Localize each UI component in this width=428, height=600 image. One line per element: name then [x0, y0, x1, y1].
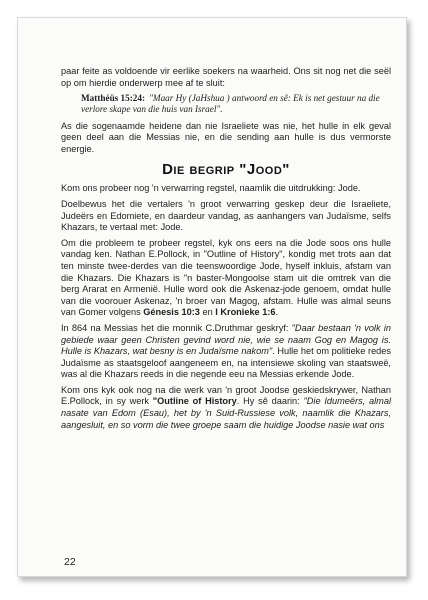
scripture-quote	[81, 93, 391, 115]
chronicles-reference: I Kronieke 1:6	[215, 307, 276, 318]
intro-text: paar feite as voldoende vir eerlike soekers na waarheid. Ons sit nog net die seël op om hierdie onderwerp mee af te sluit:	[61, 66, 391, 88]
book-title: "Outline of History	[152, 396, 237, 407]
page-number: 22	[64, 556, 76, 568]
translators-paragraph	[61, 199, 391, 234]
historian-connector: . Hy sê daarin:	[236, 396, 304, 407]
problem-end: .	[275, 307, 279, 318]
heathen-text: As die sogenaamde heidene dan nie Israeliete was nie, het hulle in elk geval geen deel aan die Messias nie, en die sending aan hulle is dus vermorste energie.	[61, 120, 391, 154]
quote-reference: Matthéüs 15:24:	[81, 93, 146, 104]
year-864-intro: In 864 na Messias het die monnik C.Druthmar geskryf:	[61, 322, 292, 333]
book-page	[17, 17, 407, 577]
problem-text: Om die probleem te probeer regstel, kyk ons eers na die Jode soos ons hulle vandag ken. Nathan E.Pollock, in "Outline of History", kondig met trots aan dat ten minste twee-derdes van die teenswoordige Jode, hyself inkluis, afstam van die Khazars. Die Khazars is "n baster-Mongoolse stam uit die omtrek van die berg Ararat en Armenië. Hulle word ook die Askenaz-jode genoem, omdat hulle van die voorouer Askenaz, 'n broer van Magog, afstam. Hulle was almal seuns van Gomer volgens	[61, 237, 391, 318]
correction-paragraph	[61, 183, 391, 195]
page-body	[61, 66, 391, 431]
section-heading: Die begrip "Jood"	[162, 161, 290, 179]
problem-paragraph	[61, 238, 391, 319]
historian-paragraph	[61, 385, 391, 431]
quote-text: "Maar Hy (JaHshua ) antwoord en sê: Ek is net gestuur na die verlore skape van die huis van Israel".	[81, 93, 380, 115]
pollock-quote: "Die Idumeërs, almal nasate van Edom (Esau), het by 'n Suid-Russiese volk, naamlik die Khazars, aangesluit, en so vorm die twee groepe saam die huidige Joodse nasie wat ons	[61, 396, 391, 430]
intro-paragraph	[61, 66, 391, 89]
year-864-paragraph	[61, 323, 391, 381]
historian-intro: Kom ons kyk ook nog na die werk van 'n groot Joodse geskiedskrywer, Nathan E.Pollock, in sy werk	[61, 384, 391, 407]
problem-connector: en	[199, 307, 216, 318]
year-864-text: . Hulle het om politieke redes Judaïsme as staatsgeloof aangeneem en, na intensiewe skoling van staatsweë, was al die Khazars reeds in die negende eeu na Messias erkende Jode.	[61, 346, 391, 380]
heathen-paragraph	[61, 121, 391, 156]
translators-text: Doelbewus het die vertalers 'n groot verwarring geskep deur die Israeliete, Judeërs en Edomiete, en daardeur vandag, as aanhangers van Judaïsme, selfs Khazars, te vertaal met: Jode.	[61, 198, 391, 233]
druthmar-quote: "Daar bestaan 'n volk in gebiede waar geen Christen gevind word nie, wie se naam Gog en Magog is. Hulle is Khazars, wat besny is en Judaïsme nakom"	[61, 322, 391, 357]
correction-text: Kom ons probeer nog 'n verwarring regstel, naamlik die uitdrukking: Jode.	[61, 183, 361, 194]
genesis-reference: Génesis 10:3	[143, 307, 200, 318]
